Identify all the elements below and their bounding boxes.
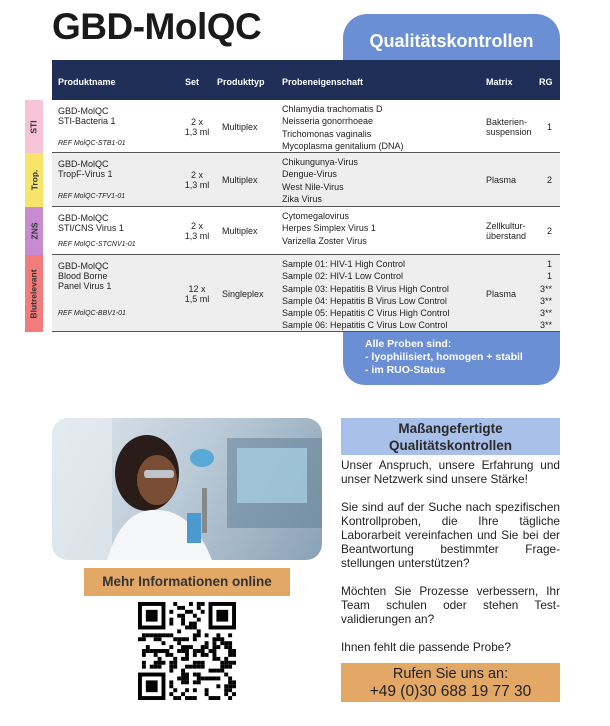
- properties-list: [282, 156, 358, 205]
- header-props: Probeneigenschaft: [282, 77, 364, 87]
- product-name: GBD-MolQC STI/CNS Virus 1: [58, 213, 124, 233]
- property-item: Sample 04: Hepatitis B Virus Low Control: [282, 295, 447, 306]
- header-name: Produktname: [58, 77, 116, 87]
- property-item: Trichomonas vaginalis: [282, 128, 372, 139]
- paragraph: Sie sind auf der Suche nach spezifischen Kontrollproben, die Ihre tägliche Laborarbeit vereinfachen und Sie bei der Beantwortung bestimmter Frage-stellungen unterstützen?: [341, 500, 560, 570]
- product-ref: REF MolQC-STB1-01: [58, 140, 126, 147]
- risk-group: 2: [546, 175, 552, 185]
- paragraph: Möchten Sie Prozesse verbessern, Ihr Team schulen oder stehen Test-validierungen an?: [341, 584, 560, 626]
- paragraph: Unser Anspruch, unsere Erfahrung und unser Netzwerk sind unsere Stärke!: [341, 458, 560, 486]
- properties-list: [282, 258, 449, 332]
- category-label: [25, 207, 43, 255]
- header-set: Set: [185, 77, 200, 87]
- risk-group: 1: [546, 271, 552, 282]
- lab-scientist-illustration: [52, 418, 322, 560]
- property-item: Neisseria gonorrhoeae: [282, 116, 374, 127]
- custom-header-line: Maßangefertigte: [398, 421, 503, 436]
- properties-list: [282, 210, 376, 247]
- property-item: Mycoplasma genitalium (DNA): [282, 140, 404, 151]
- page-title: GBD-MolQC: [52, 6, 262, 47]
- matrix: Bakterien- suspension: [486, 116, 532, 137]
- matrix: Plasma: [486, 175, 517, 185]
- lab-photo: [52, 418, 322, 560]
- call-box: [341, 663, 560, 702]
- header-matrix: Matrix: [486, 77, 513, 87]
- custom-header-line: Qualitätskontrollen: [388, 438, 513, 453]
- paragraph: Ihnen fehlt die passende Probe?: [341, 640, 511, 654]
- set-size: 2 x 1,3 ml: [184, 221, 210, 241]
- risk-group: 3**: [539, 320, 552, 331]
- category-label: [25, 255, 43, 332]
- category-text: STI: [28, 119, 39, 134]
- product-name: GBD-MolQC Blood Borne Panel Virus 1: [58, 261, 112, 291]
- risk-group: 3**: [539, 295, 552, 306]
- risk-group: 1: [546, 121, 552, 132]
- property-item: Sample 06: Hepatitis C Virus Low Control: [282, 320, 448, 331]
- set-size: 12 x 1,5 ml: [184, 283, 210, 304]
- custom-body: [341, 458, 560, 668]
- note-box: [343, 332, 560, 385]
- product-name: GBD-MolQC TropF-Virus 1: [58, 159, 113, 179]
- product-name: GBD-MolQC STI-Bacteria 1: [58, 106, 116, 126]
- call-label: Rufen Sie uns an:: [392, 666, 509, 682]
- property-item: Sample 02: HIV-1 Low Control: [282, 271, 404, 282]
- property-item: West Nile-Virus: [282, 181, 344, 192]
- table-row: [52, 207, 560, 255]
- qr-code[interactable]: [138, 602, 236, 700]
- property-item: Sample 01: HIV-1 High Control: [282, 259, 406, 269]
- section-tab: Qualitätskontrollen: [343, 14, 560, 61]
- property-item: Cytomegalovirus: [282, 211, 350, 221]
- properties-list: [282, 103, 404, 152]
- set-size: 2 x 1,3 ml: [184, 116, 210, 137]
- property-item: Varizella Zoster Virus: [282, 235, 367, 246]
- risk-group-list: [528, 258, 552, 332]
- product-type: Multiplex: [222, 121, 258, 132]
- property-item: Herpes Simplex Virus 1: [282, 223, 376, 234]
- table-row: [52, 153, 560, 207]
- risk-group-list: [528, 225, 552, 237]
- property-item: Zika Virus: [282, 193, 322, 204]
- property-item: Chlamydia trachomatis D: [282, 104, 383, 114]
- note-line: - lyophilisiert, homogen + stabil: [365, 351, 523, 363]
- more-info-banner[interactable]: Mehr Informationen online: [84, 568, 290, 596]
- note-line: Alle Proben sind:: [365, 338, 452, 350]
- product-type: Multiplex: [222, 226, 258, 236]
- product-ref: REF MolQC-TFV1-01: [58, 193, 126, 200]
- header-type: Produkttyp: [217, 77, 265, 87]
- category-text: Blutrelevant: [29, 268, 39, 319]
- risk-group: 1: [546, 259, 552, 269]
- note-line: - im RUO-Status: [365, 364, 446, 376]
- product-ref: REF MolQC-BBV1-01: [58, 310, 126, 317]
- table-row: [52, 100, 560, 153]
- custom-header: [341, 418, 560, 455]
- table-header: [52, 60, 560, 100]
- category-text: Trop.: [29, 169, 39, 191]
- product-ref: REF MolQC-STCNV1-01: [58, 241, 136, 248]
- risk-group-list: [528, 174, 552, 186]
- property-item: Chikungunya-Virus: [282, 157, 358, 167]
- phone-number[interactable]: +49 (0)30 688 19 77 30: [369, 683, 532, 700]
- property-item: Dengue-Virus: [282, 169, 337, 180]
- matrix: Plasma: [486, 288, 517, 299]
- risk-group: 3**: [539, 308, 552, 319]
- matrix: Zellkultur- überstand: [486, 221, 527, 241]
- product-type: Multiplex: [222, 175, 258, 185]
- property-item: Sample 03: Hepatitis B Virus High Control: [282, 283, 449, 294]
- property-item: Sample 05: Hepatitis C Virus High Control: [282, 308, 450, 319]
- category-text: ZNS: [29, 222, 39, 240]
- risk-group: 2: [546, 226, 552, 236]
- table-row: [52, 255, 560, 332]
- risk-group-list: [528, 121, 552, 133]
- risk-group: 3**: [539, 283, 552, 294]
- category-label: [25, 100, 43, 153]
- header-rg: RG: [539, 77, 553, 87]
- set-size: 2 x 1,3 ml: [184, 170, 210, 190]
- category-label: [25, 153, 43, 207]
- product-type: Singleplex: [222, 288, 264, 299]
